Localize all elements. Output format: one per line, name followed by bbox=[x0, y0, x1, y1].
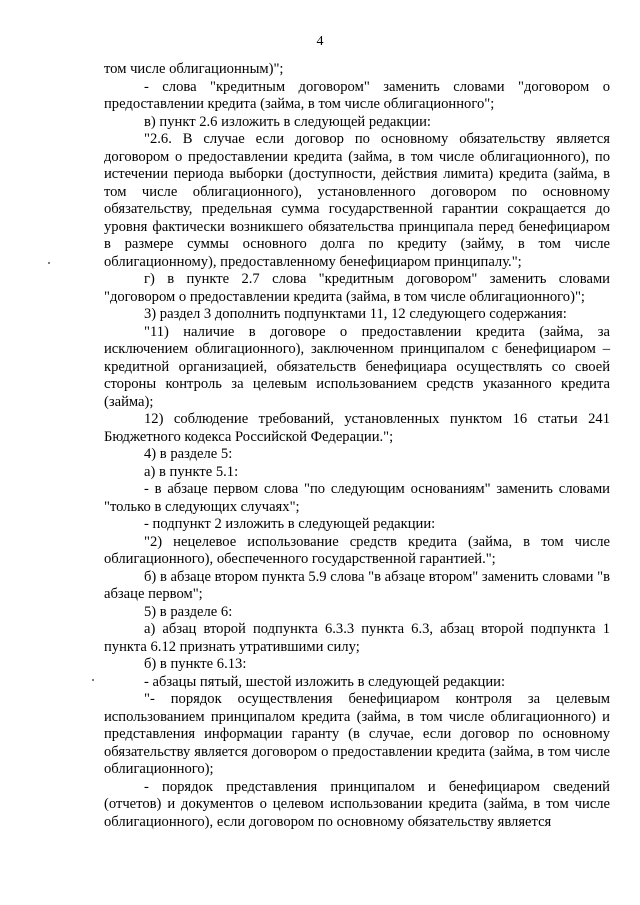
paragraph-1: том числе облигационным)"; bbox=[104, 61, 284, 77]
paragraph-14: б) в абзаце втором пункта 5.9 слова "в абзаце втором" заменить словами "в абзаце первом"; bbox=[104, 568, 610, 602]
paragraph-7: "11) наличие в договоре о предоставлении кредита (займа, за исключением облигационного), заключенном принципалом с бенефициаром – кредитной организацией, обязательств бенефициара осуществлять со своей стороны контроль за целевым использованием средств указанного кредита (займа); bbox=[104, 323, 610, 410]
scan-speck bbox=[48, 262, 50, 264]
paragraph-9: 4) в разделе 5: bbox=[144, 446, 233, 462]
paragraph-18: - абзацы пятый, шестой изложить в следующей редакции: bbox=[144, 673, 506, 690]
paragraph-2: - слова "кредитным договором" заменить словами "договором о предоставлении кредита (займа, в том числе облигационного"; bbox=[104, 78, 610, 112]
paragraph-12: - подпункт 2 изложить в следующей редакции: bbox=[144, 516, 436, 532]
paragraph-8: 12) соблюдение требований, установленных пунктом 16 статьи 241 Бюджетного кодекса Российской Федерации."; bbox=[104, 411, 610, 445]
scan-speck bbox=[92, 679, 94, 681]
paragraph-4: "2.6. В случае если договор по основному обязательству является договором о предоставлении кредита (займа, в том числе облигационного), по истечении периода выборки (доступности, действия лимита) кредита (займа, в том числе облигационного), установленного договором по основному обязательству, предельная сумма государственной гарантии сокращается до уровня фактически возникшего обязательства принципала перед бенефициаром в размере суммы основного долга по кредиту (займу, в том числе облигационному), предоставленному бенефициаром принципалу."; bbox=[104, 131, 610, 270]
paragraph-15: 5) в разделе 6: bbox=[144, 603, 233, 620]
document-body bbox=[104, 61, 610, 831]
page-number: 4 bbox=[316, 34, 324, 49]
paragraph-19: "- порядок осуществления бенефициаром контроля за целевым использованием принципалом кредита (займа, в том числе облигационного) и представления информации гаранту (в случае, если договор по основному обязательству является договором о предоставлении кредита (займа, в том числе облигационного); bbox=[104, 691, 610, 777]
paragraph-11: - в абзаце первом слова "по следующим основаниям" заменить словами "только в следующих случаях"; bbox=[104, 481, 610, 515]
paragraph-20: - порядок представления принципалом и бенефициаром сведений (отчетов) и документов о целевом использовании кредита (займа, в том числе облигационного), если договором по основному обязательству является bbox=[104, 778, 610, 830]
paragraph-10: а) в пункте 5.1: bbox=[144, 463, 239, 480]
paragraph-17: б) в пункте 6.13: bbox=[144, 656, 247, 672]
paragraph-5: г) в пункте 2.7 слова "кредитным договором" заменить словами "договором о предоставлении кредита (займа, в том числе облигационного)"; bbox=[104, 271, 610, 305]
paragraph-13: "2) нецелевое использование средств кредита (займа, в том числе облигационного), обеспеченного государственной гарантией."; bbox=[104, 533, 610, 567]
paragraph-3: в) пункт 2.6 изложить в следующей редакции: bbox=[144, 113, 431, 130]
paragraph-6: 3) раздел 3 дополнить подпунктами 11, 12 следующего содержания: bbox=[144, 306, 567, 322]
paragraph-16: а) абзац второй подпункта 6.3.3 пункта 6.3, абзац второй подпункта 1 пункта 6.12 признать утратившими силу; bbox=[104, 621, 610, 655]
